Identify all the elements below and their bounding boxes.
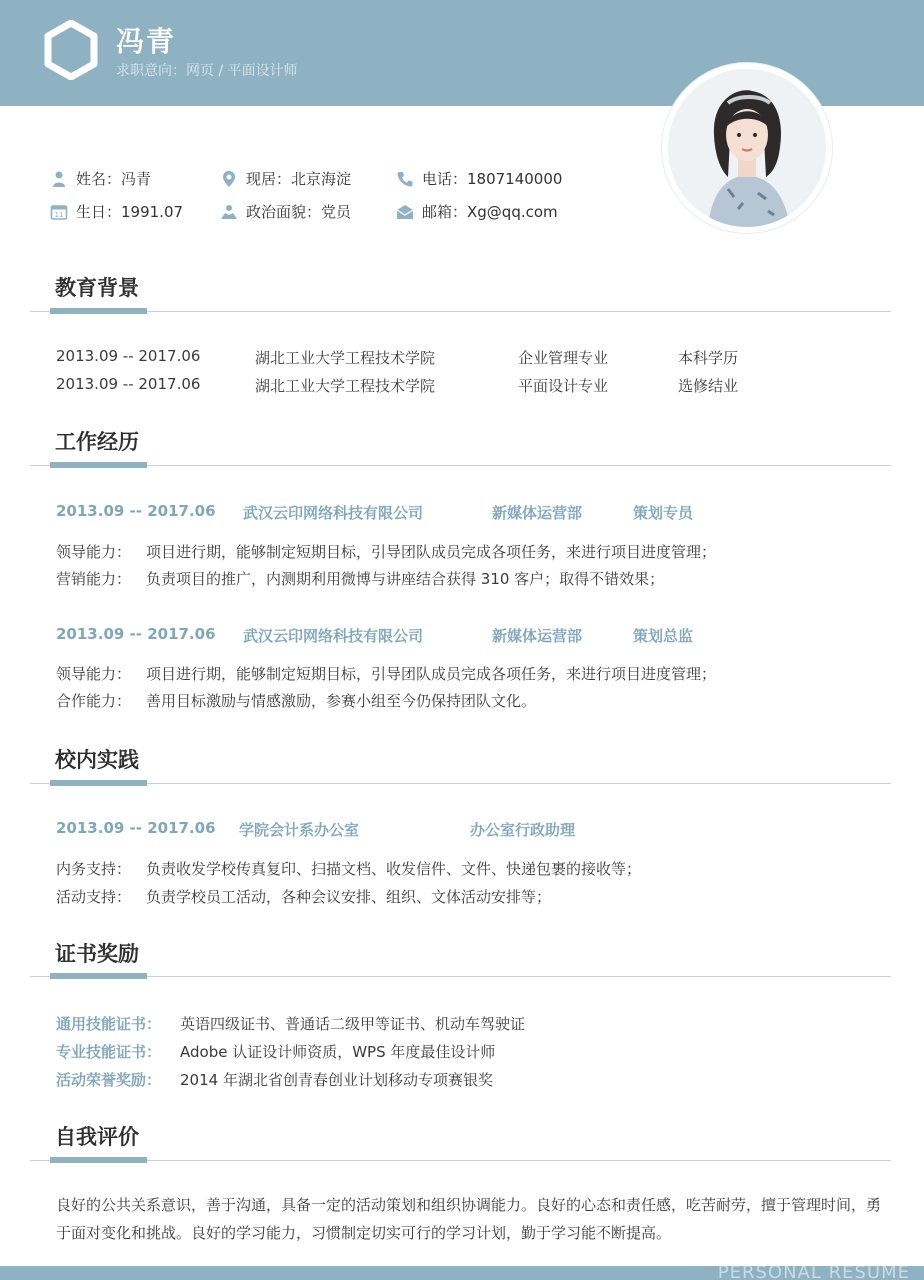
edu-school: 湖北工业大学工程技术学院 [255, 377, 436, 395]
edu-major: 平面设计专业 [518, 377, 609, 395]
section-accent-bar [50, 973, 147, 979]
campus-line-text: 负责收发学校传真复印、扫描文档、收发信件、文件、快递包裹的接收等； [146, 860, 642, 878]
info-politics [220, 201, 351, 222]
mail-icon [396, 203, 414, 221]
info-phone [396, 168, 562, 189]
campus-line-text: 负责学校员工活动，各种会议安排、组织、文体活动安排等； [146, 888, 552, 906]
cert-label: 专业技能证书： [56, 1043, 162, 1061]
job-line-text: 项目进行期，能够制定短期目标，引导团队成员完成各项任务，来进行项目进度管理； [146, 543, 717, 561]
job-dept: 新媒体运营部 [492, 627, 583, 645]
section-divider [30, 783, 891, 784]
edu-degree: 选修结业 [678, 377, 739, 395]
job-period: 2013.09 -- 2017.06 [56, 625, 216, 643]
campus-period: 2013.09 -- 2017.06 [56, 819, 216, 837]
info-residence [220, 168, 351, 189]
job-line-label: 领导能力： [56, 665, 132, 683]
section-divider [30, 1160, 891, 1161]
profile-photo [668, 69, 826, 227]
info-name-text: 姓名：冯青 [76, 170, 152, 188]
edu-major: 企业管理专业 [518, 349, 609, 367]
info-email-text: 邮箱：Xg@qq.com [422, 203, 558, 221]
cert-text: 2014 年湖北省创青春创业计划移动专项赛银奖 [180, 1071, 493, 1089]
section-divider [30, 976, 891, 977]
job-line-label: 合作能力： [56, 692, 132, 710]
edu-school: 湖北工业大学工程技术学院 [255, 349, 436, 367]
calendar-icon [50, 203, 68, 221]
job-line-text: 负责项目的推广，内测期利用微博与讲座结合获得 310 客户；取得不错效果； [146, 570, 665, 588]
info-politics-text: 政治面貌：党员 [246, 203, 352, 221]
cert-label: 活动荣誉奖励： [56, 1071, 162, 1089]
info-birth-text: 生日：1991.07 [76, 203, 184, 221]
job-position: 策划专员 [633, 504, 694, 522]
party-icon [220, 203, 238, 221]
section-accent-bar [50, 1157, 147, 1163]
section-accent-bar [50, 462, 147, 468]
campus-role: 办公室行政助理 [470, 821, 576, 839]
section-divider [30, 311, 891, 312]
section-divider [30, 465, 891, 466]
edu-period: 2013.09 -- 2017.06 [56, 347, 201, 365]
section-title-campus: 校内实践 [55, 748, 139, 772]
hexagon-logo-icon [44, 20, 98, 80]
job-intent: 求职意向：网页 / 平面设计师 [116, 63, 298, 79]
svg-text:11: 11 [54, 210, 64, 219]
cert-text: Adobe 认证设计师资质，WPS 年度最佳设计师 [180, 1043, 496, 1061]
campus-line-label: 内务支持： [56, 860, 132, 878]
job-line-label: 领导能力： [56, 543, 132, 561]
section-title-education: 教育背景 [55, 276, 139, 300]
info-phone-text: 电话：1807140000 [422, 170, 563, 188]
campus-org: 学院会计系办公室 [239, 821, 360, 839]
person-icon [50, 170, 68, 188]
edu-period: 2013.09 -- 2017.06 [56, 375, 201, 393]
info-email [396, 201, 558, 222]
info-residence-text: 现居：北京海淀 [246, 170, 352, 188]
location-icon [220, 170, 238, 188]
job-period: 2013.09 -- 2017.06 [56, 502, 216, 520]
resume-name: 冯青 [116, 25, 177, 58]
cert-text: 英语四级证书、普通话二级甲等证书、机动车驾驶证 [180, 1015, 526, 1033]
job-position: 策划总监 [633, 627, 694, 645]
section-title-work: 工作经历 [55, 430, 139, 454]
cert-label: 通用技能证书： [56, 1015, 162, 1033]
footer-band [0, 1266, 924, 1280]
edu-degree: 本科学历 [678, 349, 739, 367]
campus-line-label: 活动支持： [56, 888, 132, 906]
section-accent-bar [50, 308, 147, 314]
self-evaluation-text: 良好的公共关系意识，善于沟通，具备一定的活动策划和组织协调能力。良好的心态和责任感，吃苦耐劳，擅于管理时间，勇于面对变化和挑战。良好的学习能力，习惯制定切实可行的学习计划，勤于学习能不断提高。 [56, 1196, 882, 1242]
job-line-text: 项目进行期，能够制定短期目标，引导团队成员完成各项任务，来进行项目进度管理； [146, 665, 717, 683]
section-title-self: 自我评价 [55, 1125, 139, 1149]
footer-text: PERSONAL RESUME [717, 1266, 910, 1280]
job-company: 武汉云印网络科技有限公司 [243, 504, 424, 522]
info-name [50, 168, 151, 189]
job-company: 武汉云印网络科技有限公司 [243, 627, 424, 645]
phone-icon [396, 170, 414, 188]
job-line-label: 营销能力： [56, 570, 132, 588]
job-line-text: 善用目标激励与情感激励，参赛小组至今仍保持团队文化。 [146, 692, 537, 710]
job-dept: 新媒体运营部 [492, 504, 583, 522]
info-birth [50, 201, 183, 222]
section-accent-bar [50, 780, 147, 786]
section-title-certs: 证书奖励 [55, 942, 139, 966]
